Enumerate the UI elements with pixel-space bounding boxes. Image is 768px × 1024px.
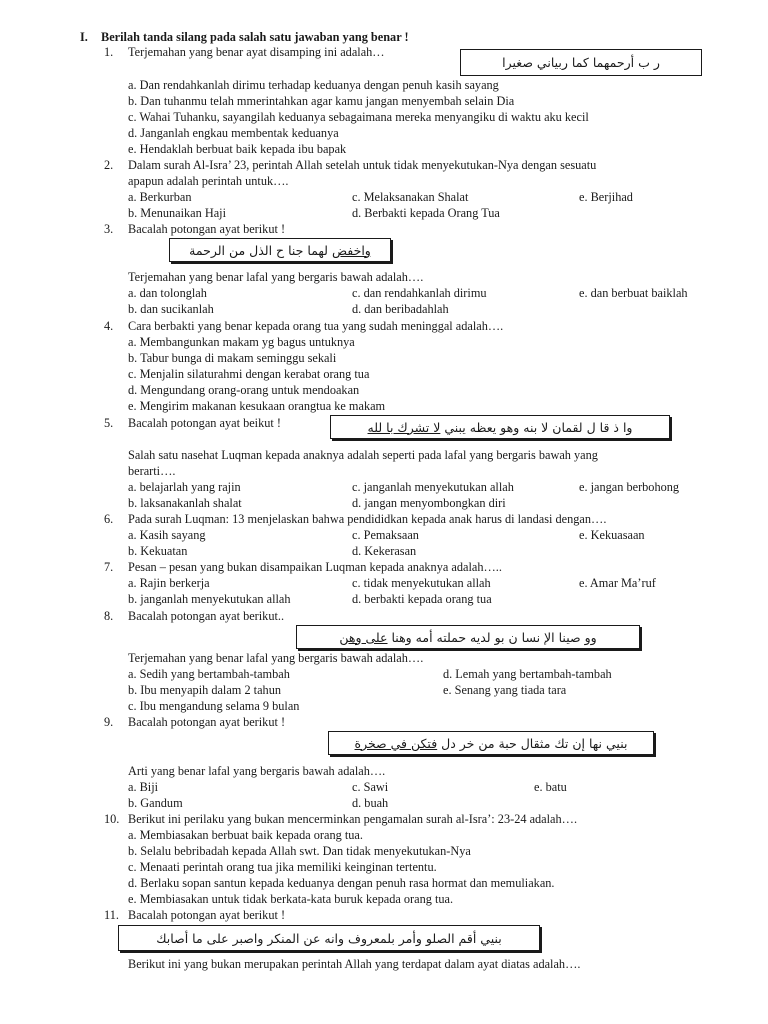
q5-arabic-rest: وا ذ قا ل لقمان لا بنه وهو يعظه يبني: [440, 419, 633, 435]
q9-arabic-box: [328, 731, 654, 755]
q8-option-d[interactable]: d. Lemah yang bertambah-tambah: [443, 667, 612, 681]
q5-prompt-line1: Salah satu nasehat Luqman kepada anaknya adalah seperti pada lafal yang bergaris bawah yang: [128, 448, 598, 462]
q10-option-d[interactable]: d. Berlaku sopan santun kepada keduanya dengan penuh rasa hormat dan memuliakan.: [128, 876, 555, 890]
q8-option-b[interactable]: b. Ibu menyapih dalam 2 tahun: [128, 683, 281, 697]
q4-number: 4.: [104, 319, 114, 333]
q1-number: 1.: [104, 45, 114, 59]
q4-option-b[interactable]: b. Tabur bunga di makam seminggu sekali: [128, 351, 337, 365]
q6-number: 6.: [104, 512, 114, 526]
q5-option-b[interactable]: b. laksanakanlah shalat: [128, 496, 242, 510]
q5-number: 5.: [104, 416, 114, 430]
q7-option-d[interactable]: d. berbakti kepada orang tua: [352, 592, 492, 606]
q5-text: Bacalah potongan ayat beikut !: [128, 416, 281, 430]
q8-arabic-box: [296, 625, 640, 649]
q5-option-d[interactable]: d. jangan menyombongkan diri: [352, 496, 506, 510]
q4-option-c[interactable]: c. Menjalin silaturahmi dengan kerabat orang tua: [128, 367, 370, 381]
q11-number: 11.: [104, 908, 119, 922]
q7-number: 7.: [104, 560, 114, 574]
q7-option-e[interactable]: e. Amar Ma’ruf: [579, 576, 656, 590]
q4-text: Cara berbakti yang benar kepada orang tua yang sudah meninggal adalah….: [128, 319, 504, 333]
q3-option-e[interactable]: e. dan berbuat baiklah: [579, 286, 688, 300]
q6-option-e[interactable]: e. Kekuasaan: [579, 528, 645, 542]
q6-option-d[interactable]: d. Kekerasan: [352, 544, 417, 558]
q5-option-e[interactable]: e. jangan berbohong: [579, 480, 680, 494]
q1-arabic: ر ب أرحمهما كما ربياني صغيرا: [502, 55, 660, 70]
q6-option-b[interactable]: b. Kekuatan: [128, 544, 188, 558]
q9-arabic-underlined: فتكن في صخرة: [354, 735, 438, 751]
q2-number: 2.: [104, 158, 114, 172]
q5-option-c[interactable]: c. janganlah menyekutukan allah: [352, 480, 514, 494]
q8-option-a[interactable]: a. Sedih yang bertambah-tambah: [128, 667, 290, 681]
q10-option-b[interactable]: b. Selalu bebribadah kepada Allah swt. Dan tidak menyekutukan-Nya: [128, 844, 471, 858]
q9-option-d[interactable]: d. buah: [352, 796, 389, 810]
q8-number: 8.: [104, 609, 114, 623]
q8-prompt: Terjemahan yang benar lafal yang bergaris bawah adalah….: [128, 651, 424, 665]
q3-option-b[interactable]: b. dan sucikanlah: [128, 302, 214, 316]
section-number: I.: [80, 30, 88, 44]
q9-option-a[interactable]: a. Biji: [128, 780, 159, 794]
section-instruction: Berilah tanda silang pada salah satu jawaban yang benar !: [101, 30, 409, 44]
q9-arabic-rest: بنيي نها إن تك مثقال حبة من خر دل: [437, 735, 628, 751]
q1-option-d[interactable]: d. Janganlah engkau membentak keduanya: [128, 126, 339, 140]
q7-option-c[interactable]: c. tidak menyekutukan allah: [352, 576, 491, 590]
q10-option-c[interactable]: c. Menaati perintah orang tua jika memiliki keinginan tertentu.: [128, 860, 437, 874]
q8-text: Bacalah potongan ayat berikut..: [128, 609, 285, 623]
q4-option-a[interactable]: a. Membangunkan makam yg bagus untuknya: [128, 335, 355, 349]
q8-option-e[interactable]: e. Senang yang tiada tara: [443, 683, 567, 697]
q9-arabic: [355, 736, 628, 751]
q2-option-a[interactable]: a. Berkurban: [128, 190, 192, 204]
q4-option-d[interactable]: d. Mengundang orang-orang untuk mendoakan: [128, 383, 360, 397]
q3-arabic: [189, 243, 371, 258]
q3-option-a[interactable]: a. dan tolonglah: [128, 286, 207, 300]
q9-option-b[interactable]: b. Gandum: [128, 796, 183, 810]
q1-option-e[interactable]: e. Hendaklah berbuat baik kepada ibu bapak: [128, 142, 347, 156]
q11-arabic-box: [118, 925, 540, 951]
q7-option-b[interactable]: b. janganlah menyekutukan allah: [128, 592, 291, 606]
q5-arabic-underlined: لا تشرك با لله: [367, 419, 441, 435]
q9-option-e[interactable]: e. batu: [534, 780, 567, 794]
q8-option-c[interactable]: c. Ibu mengandung selama 9 bulan: [128, 699, 300, 713]
q5-arabic-box: [330, 415, 670, 439]
q9-text: Bacalah potongan ayat berikut !: [128, 715, 286, 729]
q10-option-e[interactable]: e. Membiasakan untuk tidak berkata-kata buruk kepada orang tua.: [128, 892, 454, 906]
q3-option-d[interactable]: d. dan beribadahlah: [352, 302, 449, 316]
q5-option-a[interactable]: a. belajarlah yang rajin: [128, 480, 241, 494]
q8-arabic: [339, 630, 596, 645]
q6-option-c[interactable]: c. Pemaksaan: [352, 528, 419, 542]
q9-number: 9.: [104, 715, 114, 729]
q3-option-c[interactable]: c. dan rendahkanlah dirimu: [352, 286, 487, 300]
q5-prompt-line2: berarti….: [128, 464, 176, 478]
q6-text: Pada surah Luqman: 13 menjelaskan bahwa pendididkan kepada anak harus di landasi dengan….: [128, 512, 607, 526]
q3-arabic-underlined: واخفض: [331, 242, 371, 258]
q2-option-c[interactable]: c. Melaksanakan Shalat: [352, 190, 469, 204]
q2-option-d[interactable]: d. Berbakti kepada Orang Tua: [352, 206, 500, 220]
q8-arabic-rest: وو صينا الإ نسا ن بو لديه حملته أمه وهنا: [387, 629, 597, 645]
q7-option-a[interactable]: a. Rajin berkerja: [128, 576, 210, 590]
q9-option-c[interactable]: c. Sawi: [352, 780, 389, 794]
q11-prompt: Berikut ini yang bukan merupakan perintah Allah yang terdapat dalam ayat diatas adalah….: [128, 957, 581, 971]
q3-number: 3.: [104, 222, 114, 236]
q9-prompt: Arti yang benar lafal yang bergaris bawah adalah….: [128, 764, 386, 778]
q4-option-e[interactable]: e. Mengirim makanan kesukaan orangtua ke makam: [128, 399, 386, 413]
q10-option-a[interactable]: a. Membiasakan berbuat baik kepada orang tua.: [128, 828, 363, 842]
q2-text-line2: apapun adalah perintah untuk….: [128, 174, 289, 188]
q10-number: 10.: [104, 812, 120, 826]
q11-arabic: بنيي أقم الصلو وأمر بلمعروف وانه عن المنكر واصبر على ما أصابك: [156, 930, 502, 946]
q3-arabic-rest: لهما جنا ح الذل من الرحمة: [189, 242, 332, 258]
q1-option-a[interactable]: a. Dan rendahkanlah dirimu terhadap keduanya dengan penuh kasih sayang: [128, 78, 499, 92]
q2-option-b[interactable]: b. Menunaikan Haji: [128, 206, 227, 220]
q1-arabic-box: [460, 49, 702, 76]
q1-option-c[interactable]: c. Wahai Tuhanku, sayangilah keduanya sebagaimana mereka menyangiku di waktu aku kecil: [128, 110, 589, 124]
q8-arabic-underlined: على وهن: [339, 629, 388, 645]
q10-text: Berikut ini perilaku yang bukan mencerminkan pengamalan surah al-Isra’: 23-24 adalah….: [128, 812, 578, 826]
q2-text-line1: Dalam surah Al-Isra’ 23, perintah Allah setelah untuk tidak menyekutukan-Nya dengan sesuatu: [128, 158, 597, 172]
q1-option-b[interactable]: b. Dan tuhanmu telah mmerintahkan agar kamu jangan menyembah selain Dia: [128, 94, 515, 108]
q6-option-a[interactable]: a. Kasih sayang: [128, 528, 206, 542]
q5-arabic: [368, 420, 633, 435]
q3-text: Bacalah potongan ayat berikut !: [128, 222, 286, 236]
q1-text: Terjemahan yang benar ayat disamping ini adalah…: [128, 45, 385, 59]
q3-arabic-box: [169, 238, 391, 262]
q3-prompt: Terjemahan yang benar lafal yang bergaris bawah adalah….: [128, 270, 424, 284]
q11-text: Bacalah potongan ayat berikut !: [128, 908, 286, 922]
q2-option-e[interactable]: e. Berjihad: [579, 190, 633, 204]
q7-text: Pesan – pesan yang bukan disampaikan Luqman kepada anaknya adalah…..: [128, 560, 502, 574]
